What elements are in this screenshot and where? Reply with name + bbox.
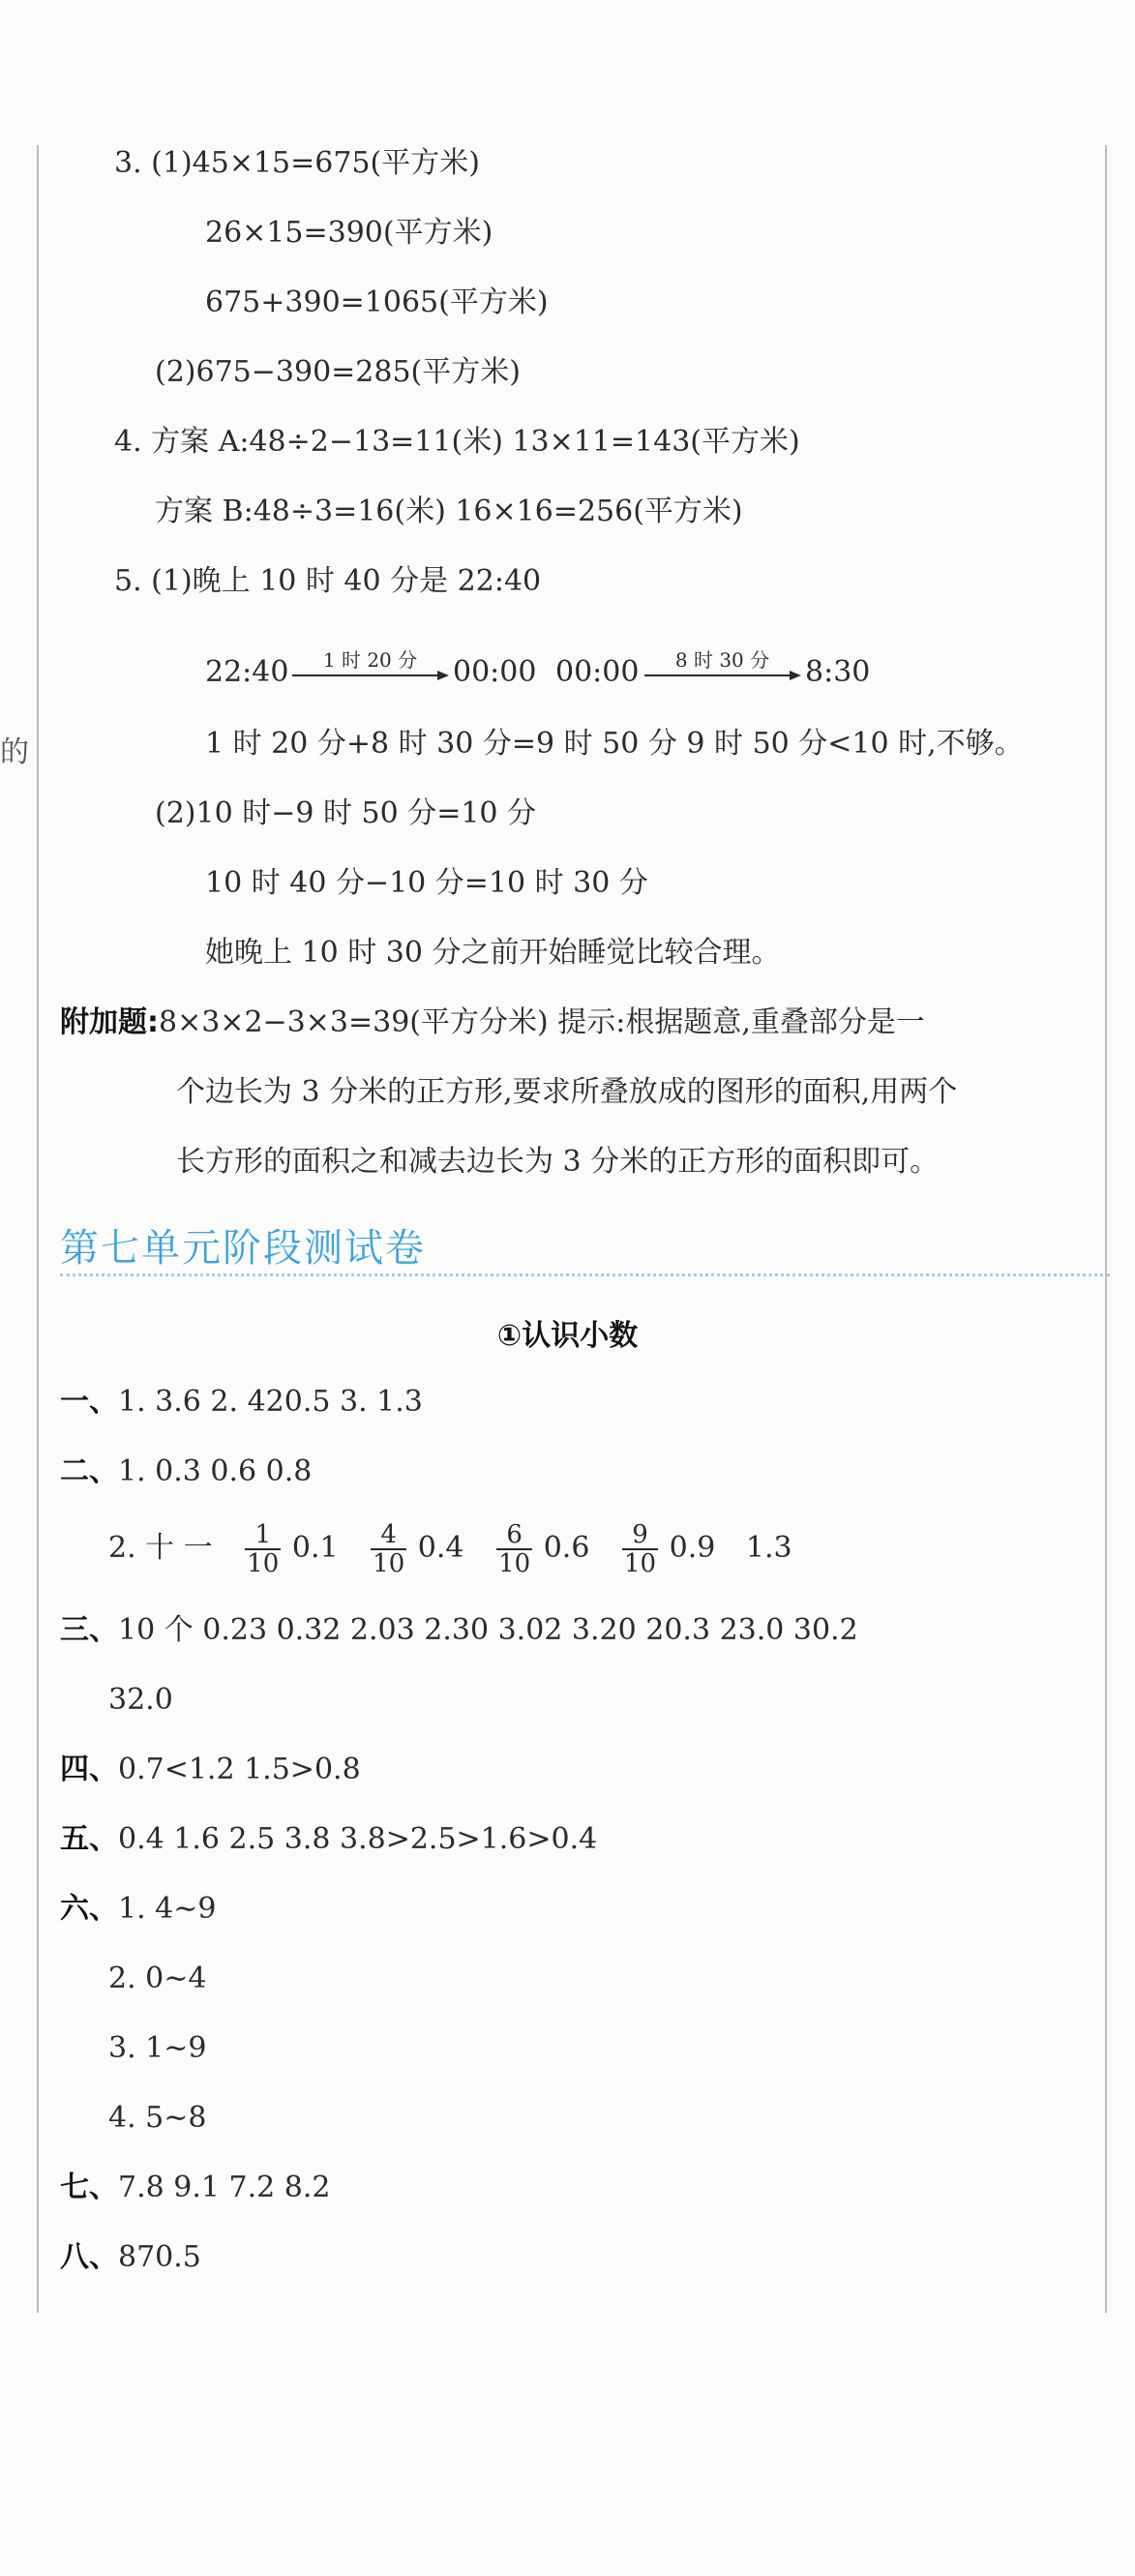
answer-2-prefix: 2. 十 一 [108,1531,213,1565]
fraction-numerator: 6 [506,1520,523,1549]
q5-arrow-2-label: 8 时 30 分 [674,648,770,672]
decimal-value: 0.1 [291,1531,339,1565]
answer-8-text: 870.5 [118,2240,201,2274]
section-subtitle: ①认识小数 [496,1319,639,1353]
decimal-value: 0.9 [669,1531,716,1565]
q5-time-end: 8:30 [805,655,871,689]
decimal-value: 0.6 [543,1531,590,1565]
answer-4-label: 四、 [60,1752,118,1786]
fraction-numerator: 4 [380,1520,397,1549]
answer-3-line-2: 32.0 [108,1683,173,1717]
q5-line-1: 5. (1)晚上 10 时 40 分是 22:40 [114,564,542,598]
fraction-denominator: 10 [498,1549,531,1578]
fraction-denominator: 10 [623,1549,657,1578]
q5-time-midnight-2: 00:00 [555,655,640,689]
section-title: 第七单元阶段测试卷 [60,1226,426,1271]
bonus-label: 附加题: [60,1005,159,1039]
q5-time-midnight-1: 00:00 [453,655,537,689]
arrow-right-icon [290,670,450,681]
answer-6-label: 六、 [60,1892,118,1926]
answer-6-text: 1. 4∼9 [118,1892,217,1926]
fraction-numerator: 9 [632,1520,648,1549]
fraction [496,1521,532,1577]
q3-line-4: (2)675−390=285(平方米) [155,355,521,389]
answer-3-label: 三、 [60,1613,118,1647]
answer-1 [60,1384,423,1421]
answer-7 [60,2170,330,2206]
answer-4-text: 0.7<1.2 1.5>0.8 [118,1752,361,1786]
fraction-denominator: 10 [373,1549,405,1578]
answer-6-line-4: 4. 5∼8 [108,2101,207,2135]
arrow-right-icon [642,670,802,681]
answer-8-label: 八、 [60,2240,118,2274]
answer-5 [60,1821,597,1858]
answer-4 [60,1752,361,1788]
answer-5-text: 0.4 1.6 2.5 3.8 3.8>2.5>1.6>0.4 [118,1822,598,1856]
fraction [371,1521,406,1577]
q5-line-6: 她晚上 10 时 30 分之前开始睡觉比较合理。 [205,936,781,970]
answer-7-label: 七、 [60,2171,118,2204]
q5-line-3: 1 时 20 分+8 时 30 分=9 时 50 分 9 时 50 分<10 时,不够。 [205,727,1024,761]
decimal-value: 0.4 [417,1531,464,1565]
answer-1-label: 一、 [60,1385,118,1419]
answer-5-label: 五、 [60,1822,118,1856]
answer-2-label: 二、 [60,1454,118,1488]
answer-8 [60,2239,201,2276]
q5-time-start: 22:40 [205,655,289,689]
q3-line-2: 26×15=390(平方米) [205,216,493,250]
fraction-numerator: 1 [254,1520,272,1549]
section-divider [60,1273,1110,1276]
answer-2-text: 1. 0.3 0.6 0.8 [118,1454,313,1488]
q5-arrow-1-label: 1 时 20 分 [322,648,418,672]
q5-line-5: 10 时 40 分−10 分=10 时 30 分 [205,866,648,900]
bonus-line-1 [60,1004,925,1041]
answer-2 [60,1453,312,1490]
answer-6-line-2: 2. 0∼4 [108,1962,207,1995]
q5-line-4: (2)10 时−9 时 50 分=10 分 [155,796,537,830]
q3-line-1: 3. (1)45×15=675(平方米) [114,146,480,180]
answer-6-line-3: 3. 1∼9 [108,2031,207,2065]
answer-3-text: 10 个 0.23 0.32 2.03 2.30 3.02 3.20 20.3 23.0 30.2 [118,1613,858,1647]
cropped-edge-text: 的 [0,735,29,769]
bonus-line-2: 个边长为 3 分米的正方形,要求所叠放成的图形的面积,用两个 [176,1075,958,1109]
answer-3 [60,1612,858,1649]
fraction [245,1521,281,1577]
q3-line-3: 675+390=1065(平方米) [205,285,549,319]
answer-2-line-2 [108,1517,792,1579]
fraction [622,1521,658,1577]
q5-arrow-1 [290,650,450,681]
bonus-text-1: 8×3×2−3×3=39(平方分米) 提示:根据题意,重叠部分是一 [159,1005,925,1039]
right-margin-rule [1105,145,1107,2313]
answer-6 [60,1891,216,1928]
q4-line-1: 4. 方案 A:48÷2−13=11(米) 13×11=143(平方米) [114,425,800,459]
q4-line-2: 方案 B:48÷3=16(米) 16×16=256(平方米) [155,494,743,528]
bonus-line-3: 长方形的面积之和减去边长为 3 分米的正方形的面积即可。 [176,1145,940,1179]
answer-2-suffix: 1.3 [745,1531,792,1565]
left-margin-rule [37,145,39,2313]
answer-1-text: 1. 3.6 2. 420.5 3. 1.3 [118,1385,423,1419]
fraction-denominator: 10 [247,1549,280,1578]
q5-arrow-2 [642,650,802,681]
answer-7-text: 7.8 9.1 7.2 8.2 [118,2171,331,2204]
